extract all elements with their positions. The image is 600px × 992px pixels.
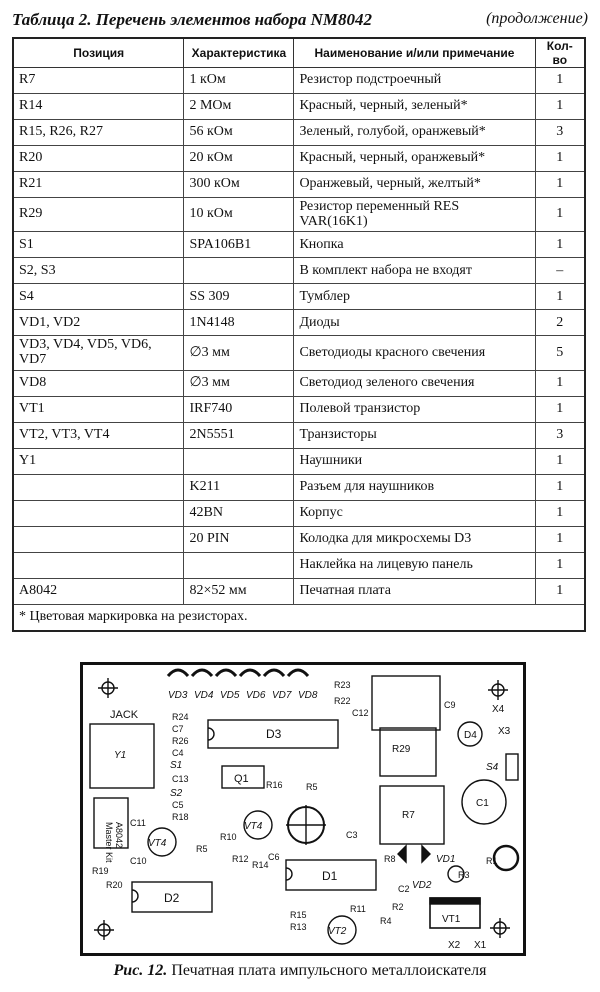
label-a8042: A8042 [114, 822, 124, 849]
vt1-tab [430, 898, 480, 904]
figure-caption [0, 962, 600, 980]
cell-position [13, 552, 184, 578]
cell-characteristic: 2 МОм [184, 94, 294, 120]
cell-qty: 1 [535, 474, 585, 500]
table-header-row [13, 38, 585, 68]
cell-qty: 1 [535, 370, 585, 396]
label-jack: JACK [110, 709, 139, 721]
table-caption [12, 10, 588, 34]
cell-qty: 1 [535, 198, 585, 232]
cell-characteristic: 2N5551 [184, 422, 294, 448]
table-row [13, 146, 585, 172]
table-row [13, 284, 585, 310]
cell-characteristic: SS 309 [184, 284, 294, 310]
cell-position: S2, S3 [13, 258, 184, 284]
label-d4: D4 [464, 730, 477, 741]
cell-characteristic: 20 PIN [184, 526, 294, 552]
label-c12: C12 [352, 708, 369, 718]
label-c5: C5 [172, 800, 184, 810]
footnote: * Цветовая маркировка на резисторах. [13, 604, 585, 631]
label-x3: X3 [498, 726, 511, 737]
label-s1: S1 [170, 760, 183, 771]
label-c4: C4 [172, 748, 184, 758]
elements-table [12, 37, 586, 632]
cell-qty: 1 [535, 500, 585, 526]
label-vt4-left: VT4 [148, 838, 167, 849]
cell-qty: – [535, 258, 585, 284]
cell-name: Печатная плата [294, 578, 535, 604]
label-vt1: VT1 [442, 914, 461, 925]
label-master-kit: Master Kit [104, 822, 114, 863]
label-vt4-center: VT4 [244, 821, 263, 832]
cell-characteristic: K211 [184, 474, 294, 500]
cell-name: Зеленый, голубой, оранжевый* [294, 120, 535, 146]
cell-position: A8042 [13, 578, 184, 604]
cell-characteristic: 10 кОм [184, 198, 294, 232]
cell-qty: 1 [535, 578, 585, 604]
cell-position [13, 474, 184, 500]
label-d2: D2 [164, 891, 180, 905]
label-r18: R18 [172, 812, 189, 822]
cell-position: S4 [13, 284, 184, 310]
label-r8: R8 [384, 854, 396, 864]
cell-position: R7 [13, 68, 184, 94]
label-r23: R23 [334, 680, 351, 690]
cell-name: Полевой транзистор [294, 396, 535, 422]
cell-characteristic: SPA106B1 [184, 232, 294, 258]
label-r20: R20 [106, 880, 123, 890]
table-title: Таблица 2. Перечень элементов набора NM8042 [12, 10, 373, 29]
header-characteristic: Характеристика [184, 38, 294, 68]
cell-name: Резистор подстроечный [294, 68, 535, 94]
cell-position: Y1 [13, 448, 184, 474]
cell-qty: 1 [535, 146, 585, 172]
cell-characteristic: ∅3 мм [184, 336, 294, 370]
header-qty: Кол-во [535, 38, 585, 68]
cell-qty: 5 [535, 336, 585, 370]
table-row [13, 370, 585, 396]
cell-qty: 2 [535, 310, 585, 336]
cell-characteristic: 1N4148 [184, 310, 294, 336]
label-r19: R19 [92, 866, 109, 876]
cell-name: Тумблер [294, 284, 535, 310]
cell-name: Разъем для наушников [294, 474, 535, 500]
label-vd7: VD7 [272, 690, 292, 701]
label-c10: C10 [130, 856, 147, 866]
cell-characteristic: ∅3 мм [184, 370, 294, 396]
cell-name: Красный, черный, зеленый* [294, 94, 535, 120]
label-r12: R12 [232, 854, 249, 864]
label-r15: R15 [290, 910, 307, 920]
table-body [13, 68, 585, 605]
cell-qty: 1 [535, 232, 585, 258]
cell-position: VT1 [13, 396, 184, 422]
table-row [13, 396, 585, 422]
label-r24: R24 [172, 712, 189, 722]
cell-name: Оранжевый, черный, желтый* [294, 172, 535, 198]
table-row [13, 94, 585, 120]
label-s2: S2 [170, 788, 183, 799]
label-c6: C6 [268, 852, 280, 862]
label-s4: S4 [486, 762, 499, 773]
cell-qty: 1 [535, 396, 585, 422]
cell-position: VD1, VD2 [13, 310, 184, 336]
table-row [13, 258, 585, 284]
cell-name: Диоды [294, 310, 535, 336]
label-vd2: VD2 [412, 880, 432, 891]
cell-characteristic: 300 кОм [184, 172, 294, 198]
label-c1: C1 [476, 798, 489, 809]
label-c7: C7 [172, 724, 184, 734]
table-row [13, 422, 585, 448]
table-row [13, 500, 585, 526]
cell-qty: 1 [535, 448, 585, 474]
cell-position: R15, R26, R27 [13, 120, 184, 146]
table-row [13, 474, 585, 500]
cell-characteristic: 42BN [184, 500, 294, 526]
label-vd6: VD6 [246, 690, 266, 701]
label-y1: Y1 [114, 750, 127, 761]
table-continuation: (продолжение) [486, 10, 588, 27]
table-row [13, 232, 585, 258]
cell-position: R20 [13, 146, 184, 172]
label-r2: R2 [392, 902, 404, 912]
table-row [13, 336, 585, 370]
label-vd8: VD8 [298, 690, 318, 701]
cell-name: Кнопка [294, 232, 535, 258]
table-row [13, 578, 585, 604]
label-x2: X2 [448, 940, 461, 951]
label-c3: C3 [346, 830, 358, 840]
table-row [13, 68, 585, 94]
label-r13: R13 [290, 922, 307, 932]
label-vd1: VD1 [436, 854, 456, 865]
pcb-figure [80, 662, 526, 956]
cell-position [13, 526, 184, 552]
cell-name: Светодиод зеленого свечения [294, 370, 535, 396]
label-c13: C13 [172, 774, 189, 784]
label-r26: R26 [172, 736, 189, 746]
cell-characteristic: IRF740 [184, 396, 294, 422]
table-row [13, 448, 585, 474]
cell-characteristic [184, 552, 294, 578]
cell-characteristic: 82×52 мм [184, 578, 294, 604]
label-c11: C11 [130, 818, 146, 828]
table-row [13, 552, 585, 578]
label-r11: R11 [350, 904, 366, 914]
cell-position: R14 [13, 94, 184, 120]
cell-characteristic: 56 кОм [184, 120, 294, 146]
label-q1: Q1 [234, 773, 249, 785]
cell-qty: 1 [535, 68, 585, 94]
label-r3: R3 [458, 870, 470, 880]
label-r16: R16 [266, 780, 283, 790]
label-r4: R4 [380, 916, 392, 926]
cell-qty: 1 [535, 172, 585, 198]
label-c9: C9 [444, 700, 456, 710]
cell-characteristic [184, 258, 294, 284]
label-vt2: VT2 [328, 926, 347, 937]
label-r29: R29 [392, 744, 411, 755]
label-d1: D1 [322, 869, 338, 883]
cell-qty: 3 [535, 120, 585, 146]
cell-position: VT2, VT3, VT4 [13, 422, 184, 448]
label-vd4: VD4 [194, 690, 214, 701]
label-c2: C2 [398, 884, 410, 894]
header-name: Наименование и/или примечание [294, 38, 535, 68]
cell-name: Транзисторы [294, 422, 535, 448]
table-row [13, 526, 585, 552]
cell-characteristic: 1 кОм [184, 68, 294, 94]
cell-name: Красный, черный, оранжевый* [294, 146, 535, 172]
footnote-row [13, 604, 585, 631]
label-r14: R14 [252, 860, 269, 870]
label-vd5: VD5 [220, 690, 240, 701]
label-r1: R1 [486, 856, 498, 866]
cell-name: Светодиоды красного свечения [294, 336, 535, 370]
cell-position: R29 [13, 198, 184, 232]
cell-qty: 1 [535, 94, 585, 120]
cell-characteristic: 20 кОм [184, 146, 294, 172]
label-x1: X1 [474, 940, 487, 951]
figure-text: Печатная плата импульсного металлоискателя [171, 962, 487, 979]
cell-qty: 1 [535, 526, 585, 552]
cell-name: Наушники [294, 448, 535, 474]
cell-name: Резистор переменный RES VAR(16K1) [294, 198, 535, 232]
table-row [13, 310, 585, 336]
header-position: Позиция [13, 38, 184, 68]
table-row [13, 120, 585, 146]
cell-qty: 1 [535, 284, 585, 310]
label-d3: D3 [266, 727, 282, 741]
cell-position: VD8 [13, 370, 184, 396]
label-vd3: VD3 [168, 690, 188, 701]
table-row [13, 172, 585, 198]
label-r22: R22 [334, 696, 351, 706]
cell-name: Колодка для микросхемы D3 [294, 526, 535, 552]
cell-position: S1 [13, 232, 184, 258]
label-x4: X4 [492, 704, 505, 715]
cell-position: VD3, VD4, VD5, VD6, VD7 [13, 336, 184, 370]
cell-name: В комплект набора не входят [294, 258, 535, 284]
label-r10: R10 [220, 832, 237, 842]
label-r5-left: R5 [196, 844, 208, 854]
cell-qty: 3 [535, 422, 585, 448]
cell-position: R21 [13, 172, 184, 198]
label-r5-top: R5 [306, 782, 318, 792]
table-row [13, 198, 585, 232]
cell-name: Корпус [294, 500, 535, 526]
cell-characteristic [184, 448, 294, 474]
cell-name: Наклейка на лицевую панель [294, 552, 535, 578]
label-r7: R7 [402, 810, 415, 821]
cell-position [13, 500, 184, 526]
cell-qty: 1 [535, 552, 585, 578]
figure-number: Рис. 12. [113, 962, 168, 979]
